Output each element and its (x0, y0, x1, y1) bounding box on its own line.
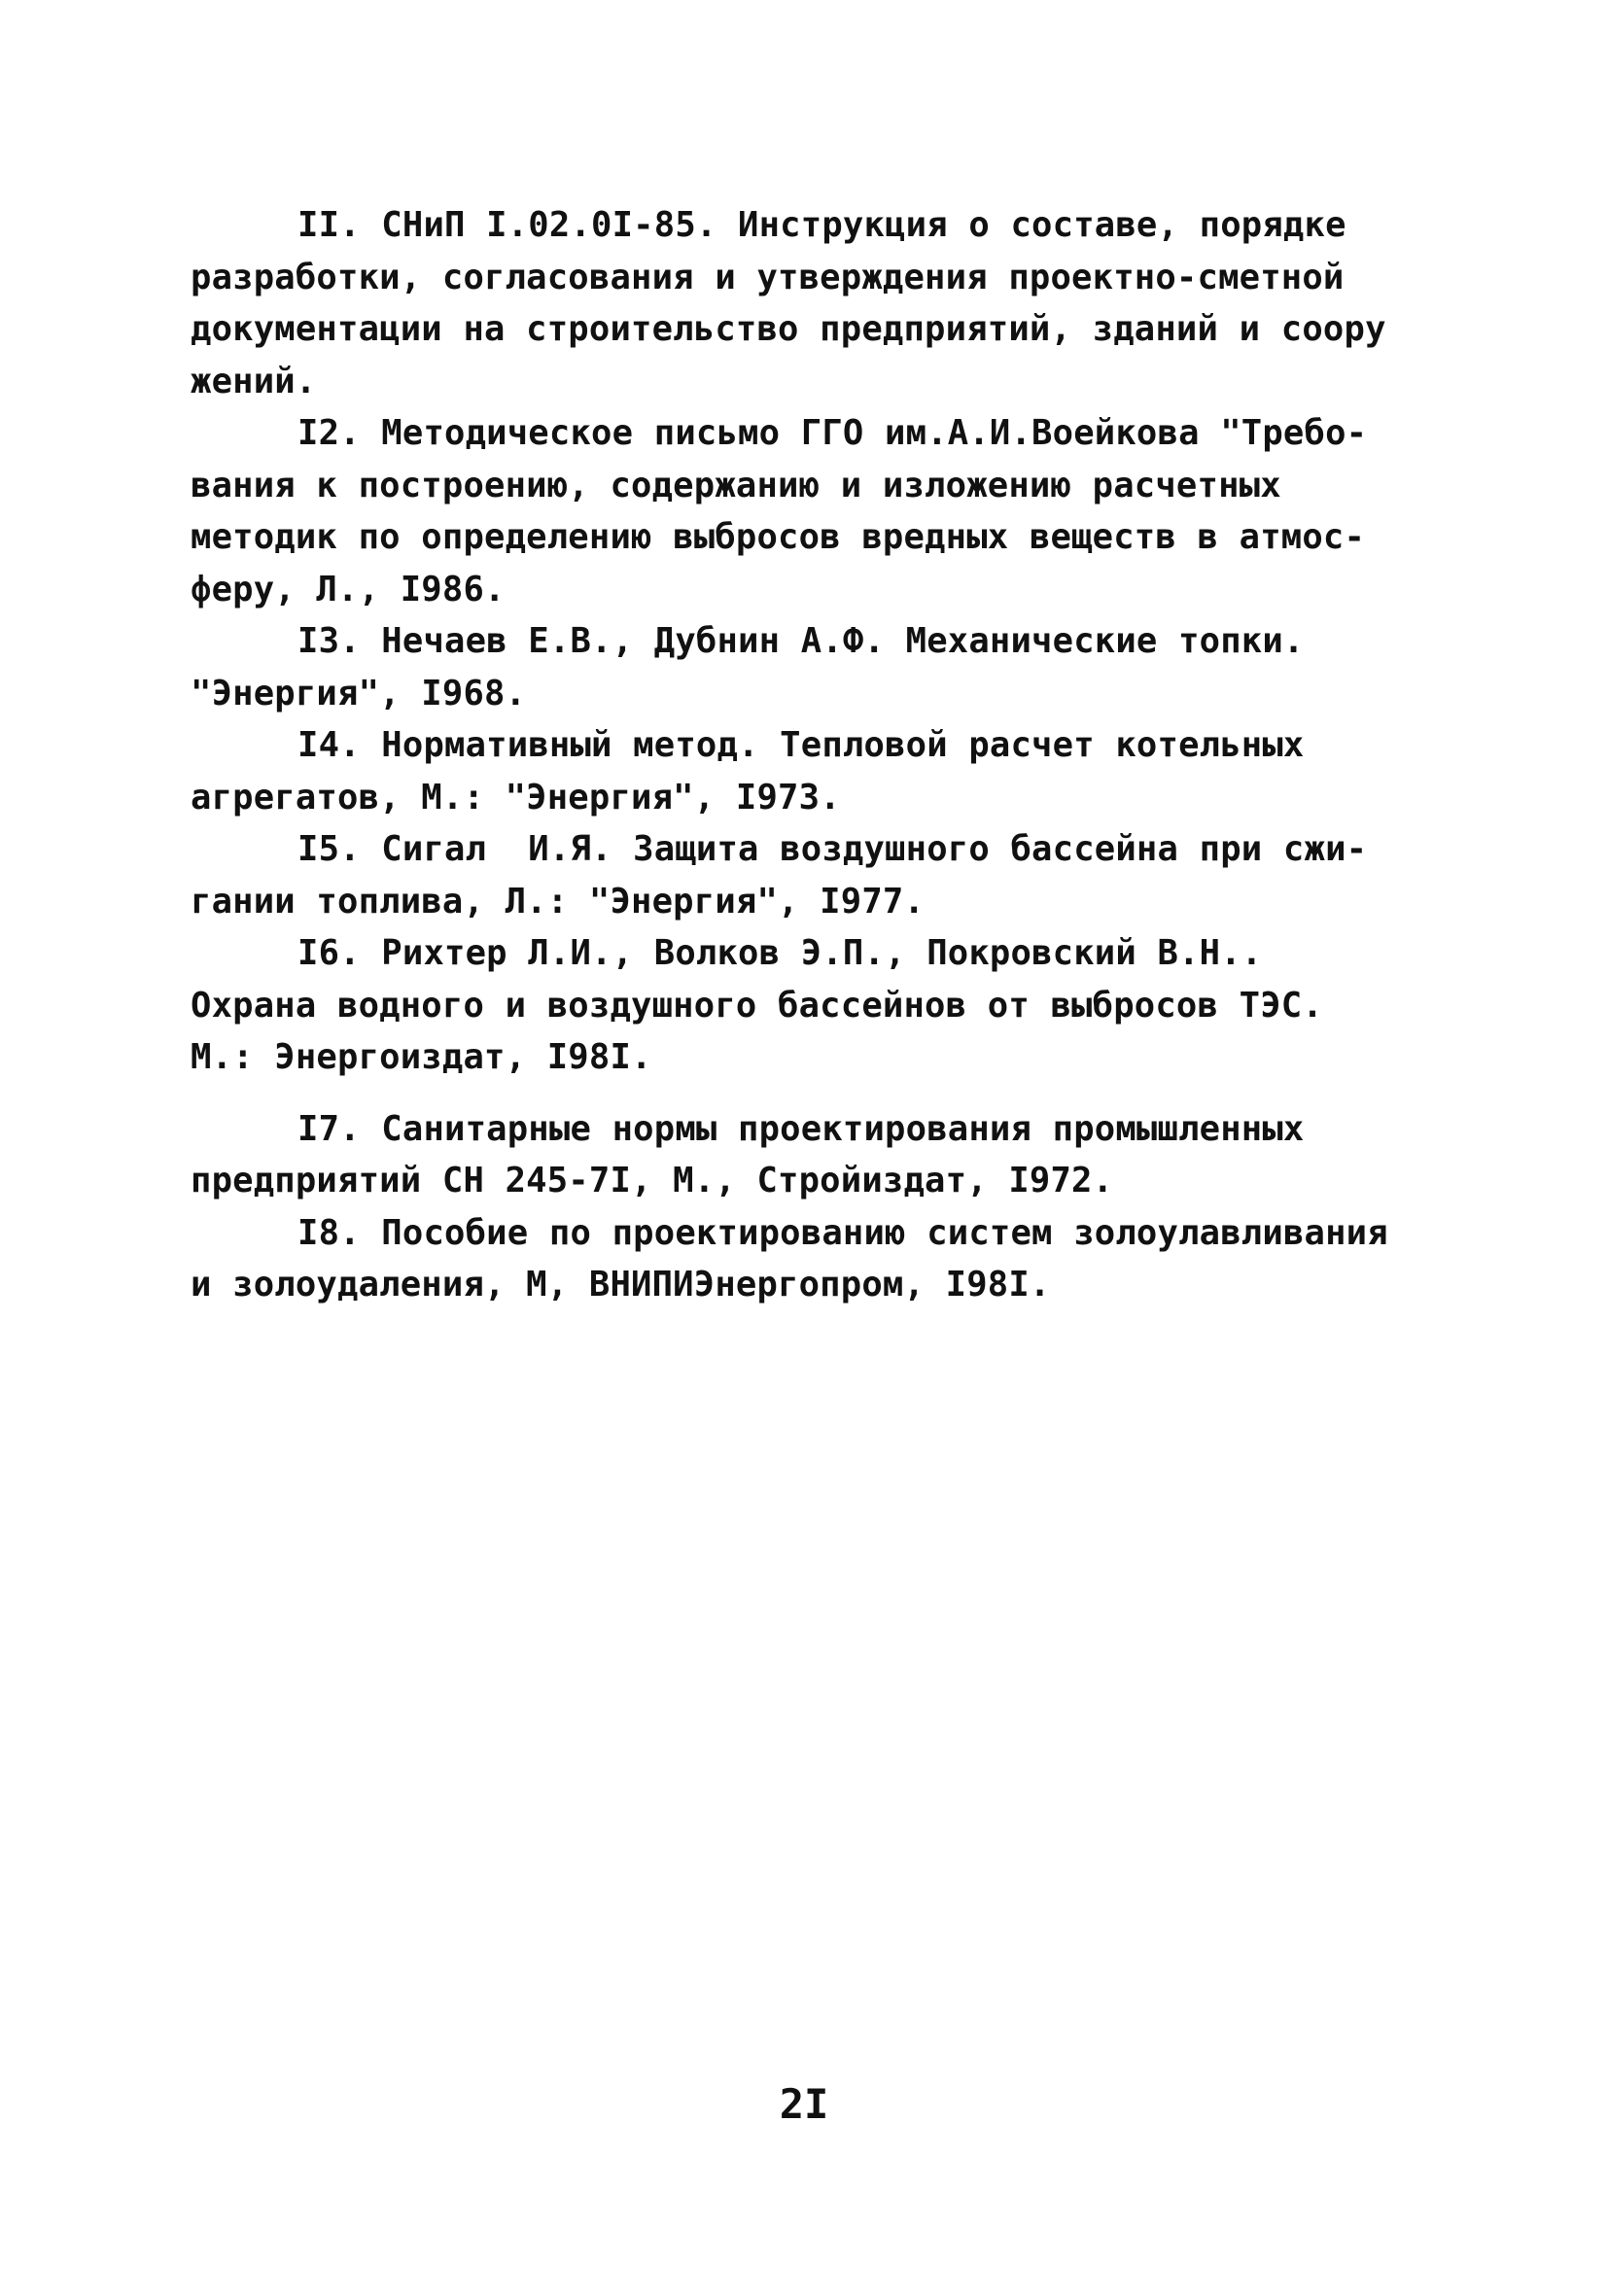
reference-line: I5. Сигал И.Я. Защита воздушного бассейна при сжи- (297, 829, 1368, 869)
reference-line: М.: Энергоиздат, I98I. (191, 1037, 652, 1077)
reference-line: Охрана водного и воздушного бассейнов от выбросов ТЭС. (191, 985, 1323, 1026)
reference-number: I3. (297, 621, 361, 661)
reference-line: "Энергия", I968. (191, 673, 527, 713)
reference-line: разработки, согласования и утверждения проектно-сметной (191, 257, 1345, 297)
reference-line: гании топлива, Л.: "Энергия", I977. (191, 881, 926, 922)
reference-item-15 (191, 823, 1445, 927)
reference-item-16 (191, 927, 1445, 1084)
reference-number: I5. (297, 829, 361, 869)
page-number: 2I (779, 2080, 829, 2128)
reference-item-11 (191, 199, 1445, 407)
reference-number: I6. (297, 933, 361, 973)
reference-line: I4. Нормативный метод. Тепловой расчет котельных (297, 725, 1305, 765)
reference-item-12 (191, 407, 1445, 615)
reference-number: I2. (297, 413, 361, 453)
reference-line: и золоудаления, М, ВНИПИЭнергопром, I98I. (191, 1265, 1051, 1305)
reference-line: феру, Л., I986. (191, 569, 506, 609)
reference-line: предприятий СН 245-7I, М., Стройиздат, I972. (191, 1161, 1114, 1200)
reference-line: II. СНиП I.02.0I-85. Инструкция о составе, порядке (297, 205, 1346, 245)
reference-line: I3. Нечаев Е.В., Дубнин А.Ф. Механические топки. (297, 621, 1305, 661)
reference-line: методик по определению выбросов вредных веществ в атмос- (191, 517, 1366, 557)
reference-line: I8. Пособие по проектированию систем золоулавливания (297, 1212, 1388, 1253)
reference-line: документации на строительство предприятий, зданий и соору (191, 309, 1386, 349)
reference-line: I2. Методическое письмо ГГО им.А.И.Воейкова "Требо- (297, 413, 1368, 453)
reference-item-18 (191, 1207, 1445, 1311)
reference-number: I4. (297, 725, 361, 765)
reference-line: агрегатов, М.: "Энергия", I973. (191, 777, 841, 818)
reference-number: I7. (297, 1108, 361, 1149)
reference-number: II. (297, 205, 361, 245)
reference-line: I6. Рихтер Л.И., Волков Э.П., Покровский В.Н.. (297, 933, 1263, 973)
reference-line: I7. Санитарные нормы проектирования промышленных (297, 1108, 1305, 1149)
reference-line: жений. (191, 361, 317, 401)
reference-item-17 (191, 1103, 1445, 1207)
reference-list (191, 199, 1445, 1311)
reference-number: I8. (297, 1212, 361, 1253)
reference-item-14 (191, 719, 1445, 823)
reference-line: вания к построению, содержанию и изложению расчетных (191, 465, 1281, 505)
reference-item-13 (191, 615, 1445, 719)
